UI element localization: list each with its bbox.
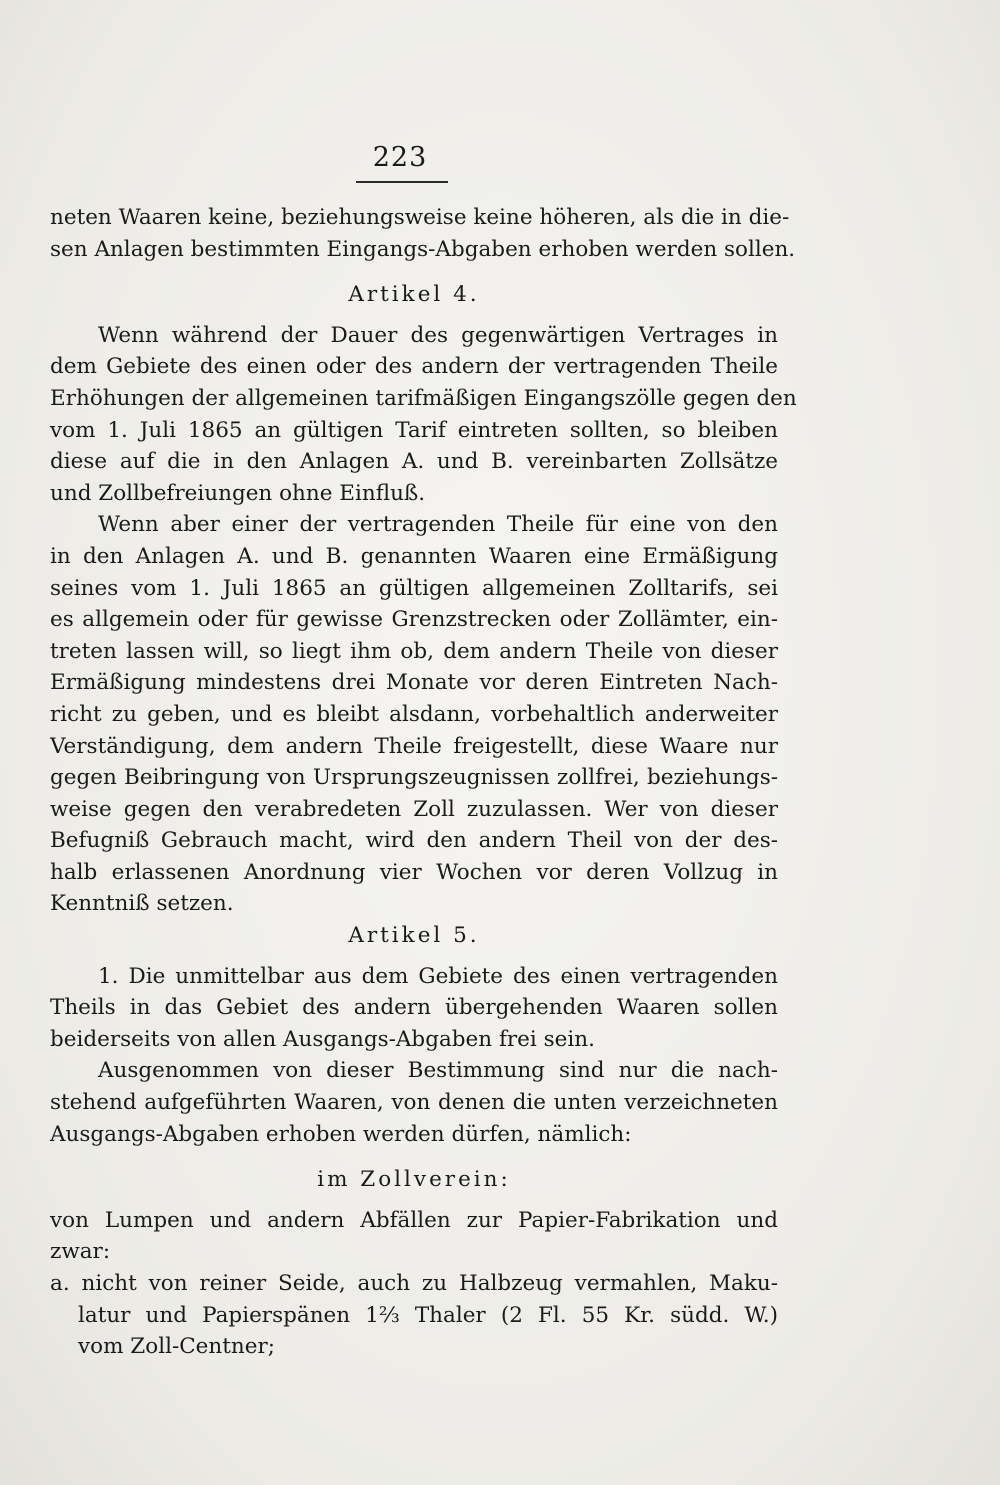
text-line: sen Anlagen bestimmten Eingangs-Abgaben erhoben werden sollen. [50, 236, 796, 262]
text-line: richt zu geben, und es bleibt alsdann, vorbehaltlich anderweiter [50, 701, 778, 727]
text-line: Ausgenommen von dieser Bestimmung sind nur die nach- [98, 1058, 778, 1084]
text-line: zwar: [50, 1239, 111, 1265]
text-line: Theils in das Gebiet des andern übergehenden Waaren sollen [50, 995, 778, 1021]
text-line: Befugniß Gebrauch macht, wird den andern Theil von der des- [50, 828, 778, 854]
text-line: treten lassen will, so liegt ihm ob, dem andern Theile von dieser [50, 638, 778, 664]
page-number-rule [356, 181, 448, 183]
text-line: weise gegen den verabredeten Zoll zuzulassen. Wer von dieser [50, 796, 778, 822]
text-line: Erhöhungen der allgemeinen tarifmäßigen Eingangszölle gegen den [50, 385, 797, 411]
text-line: Kenntniß setzen. [50, 891, 234, 917]
list-item [50, 1268, 778, 1363]
text-line: seines vom 1. Juli 1865 an gültigen allgemeinen Zolltarifs, sei [50, 575, 778, 601]
text-line: dem Gebiete des einen oder des andern der vertragenden Theile [50, 354, 778, 380]
page-number: 223 [372, 142, 428, 173]
article-heading: Artikel 4. [348, 282, 480, 308]
text-line: latur und Papierspänen 1⅔ Thaler (2 Fl. 55 Kr. südd. W.) [78, 1302, 778, 1328]
text-line: Verständigung, dem andern Theile freigestellt, diese Waare nur [50, 733, 778, 759]
text-line: diese auf die in den Anlagen A. und B. vereinbarten Zollsätze [50, 449, 778, 475]
text-line: Wenn während der Dauer des gegenwärtigen Vertrages in [98, 322, 778, 348]
body-text [50, 202, 797, 1363]
text-line: und Zollbefreiungen ohne Einfluß. [50, 480, 426, 506]
text-line: a. nicht von reiner Seide, auch zu Halbzeug vermahlen, Maku- [50, 1271, 778, 1296]
section-heading: im Zollverein: [317, 1167, 511, 1193]
text-line: 1. Die unmittelbar aus dem Gebiete des einen vertragenden [98, 963, 778, 989]
text-line: Ermäßigung mindestens drei Monate vor deren Eintreten Nach- [50, 670, 778, 696]
text-line: gegen Beibringung von Ursprungszeugnissen zollfrei, beziehungs- [50, 765, 778, 791]
article-heading: Artikel 5. [348, 923, 480, 949]
text-line: neten Waaren keine, beziehungsweise keine höheren, als die in die- [50, 205, 790, 230]
text-line: von Lumpen und andern Abfällen zur Papier-Fabrikation und [50, 1207, 778, 1233]
text-line: stehend aufgeführten Waaren, von denen die unten verzeichneten [50, 1090, 778, 1116]
text-line: halb erlassenen Anordnung vier Wochen vor deren Vollzug in [50, 859, 778, 885]
text-line: in den Anlagen A. und B. genannten Waaren eine Ermäßigung [50, 543, 778, 569]
text-line: Wenn aber einer der vertragenden Theile für eine von den [98, 512, 778, 538]
text-line: vom Zoll-Centner; [78, 1334, 275, 1360]
text-line: vom 1. Juli 1865 an gültigen Tarif eintreten sollten, so bleiben [50, 417, 778, 443]
text-line: es allgemein oder für gewisse Grenzstrecken oder Zollämter, ein- [50, 607, 778, 633]
text-line: Ausgangs-Abgaben erhoben werden dürfen, nämlich: [50, 1121, 632, 1147]
text-line: beiderseits von allen Ausgangs-Abgaben frei sein. [50, 1026, 595, 1052]
